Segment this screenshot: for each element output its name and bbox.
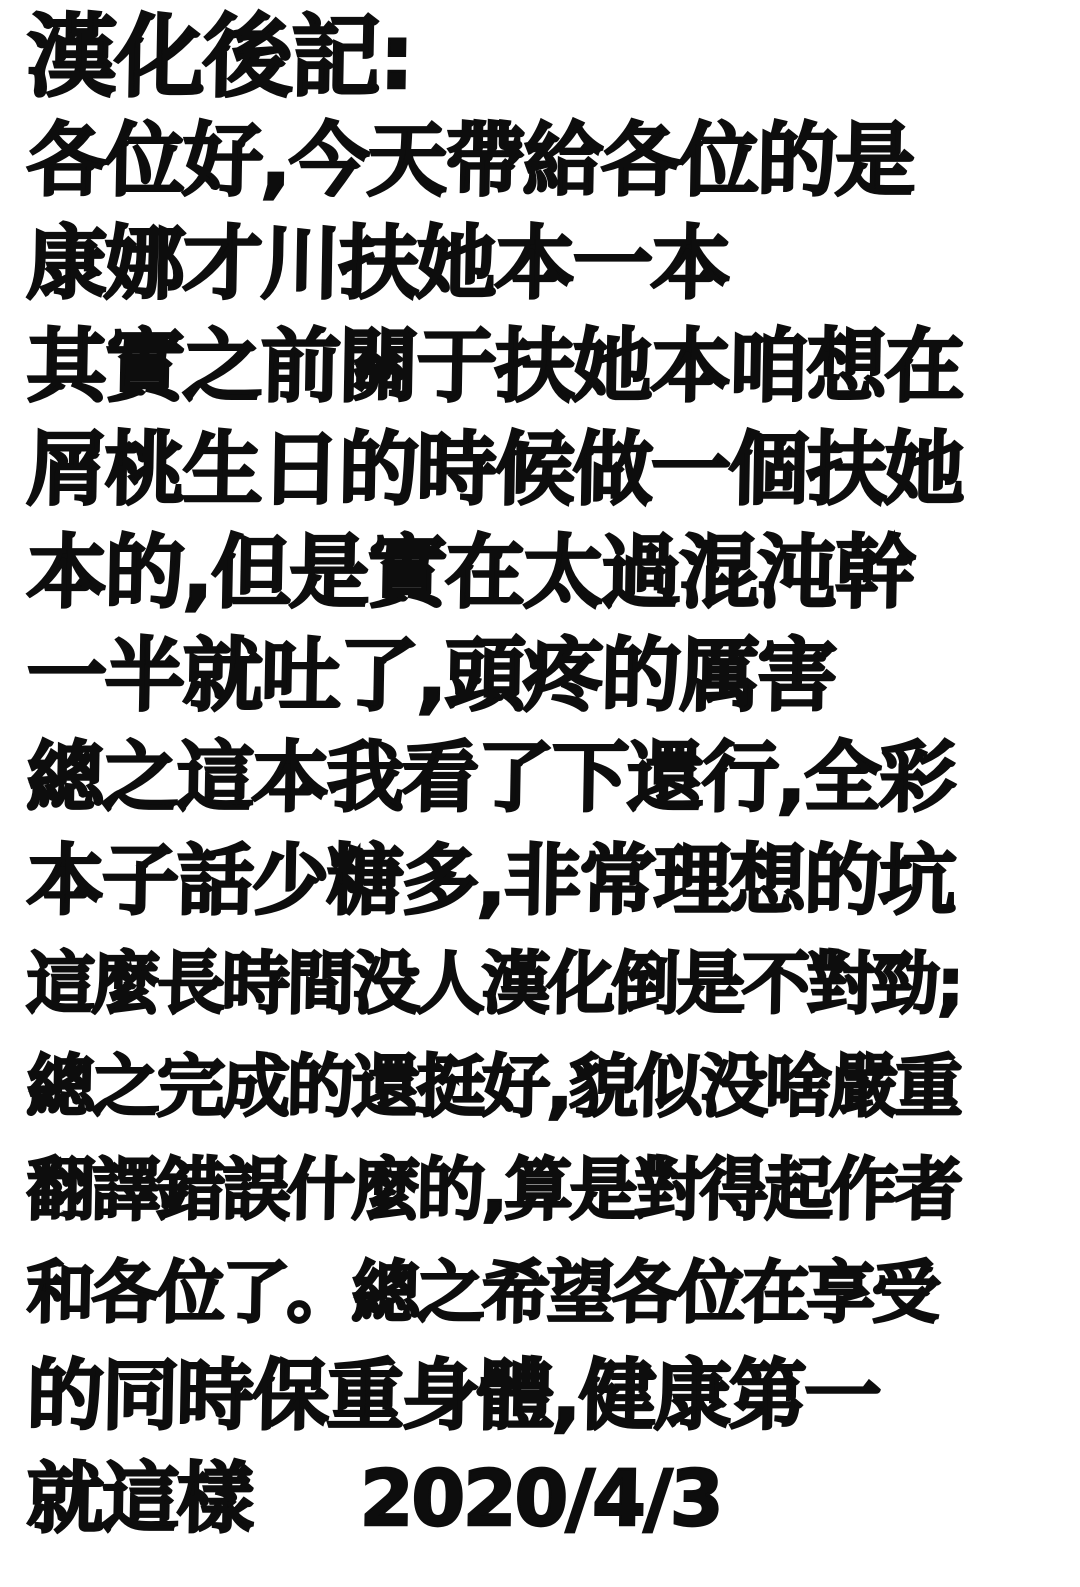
afterword-line: 本的,但是實在太過混沌幹: [26, 526, 915, 619]
afterword-line: 各位好,今天帶給各位的是: [26, 114, 915, 207]
afterword-line: 本子話少糖多,非常理想的坑: [26, 837, 955, 926]
afterword-line: 屑桃生日的時候做一個扶她: [26, 423, 964, 516]
afterword-line: 總之完成的還挺好,貌似没啥嚴重: [26, 1048, 961, 1127]
sign-off-line: [26, 1448, 1074, 1551]
afterword-line: 總之這本我看了下還行,全彩: [26, 734, 955, 823]
release-date: 2020/4/3: [359, 1455, 723, 1544]
afterword-line: 這麼長時間没人漢化倒是不對勁;: [26, 945, 962, 1024]
afterword-line: 的同時保重身體,健康第一: [26, 1352, 880, 1441]
afterword-title: 漢化後記:: [25, 5, 414, 110]
afterword-line: 一半就吐了,頭疼的厲害: [26, 629, 837, 722]
afterword-line: 康娜才川扶她本一本: [26, 217, 730, 310]
afterword-line: 其實之前關于扶她本咱想在: [26, 320, 964, 413]
sign-off-text: 就這樣: [26, 1455, 253, 1544]
afterword-line: 和各位了。總之希望各位在享受: [26, 1254, 938, 1333]
afterword-line: 翻譯錯誤什麼的,算是對得起作者: [26, 1151, 961, 1230]
